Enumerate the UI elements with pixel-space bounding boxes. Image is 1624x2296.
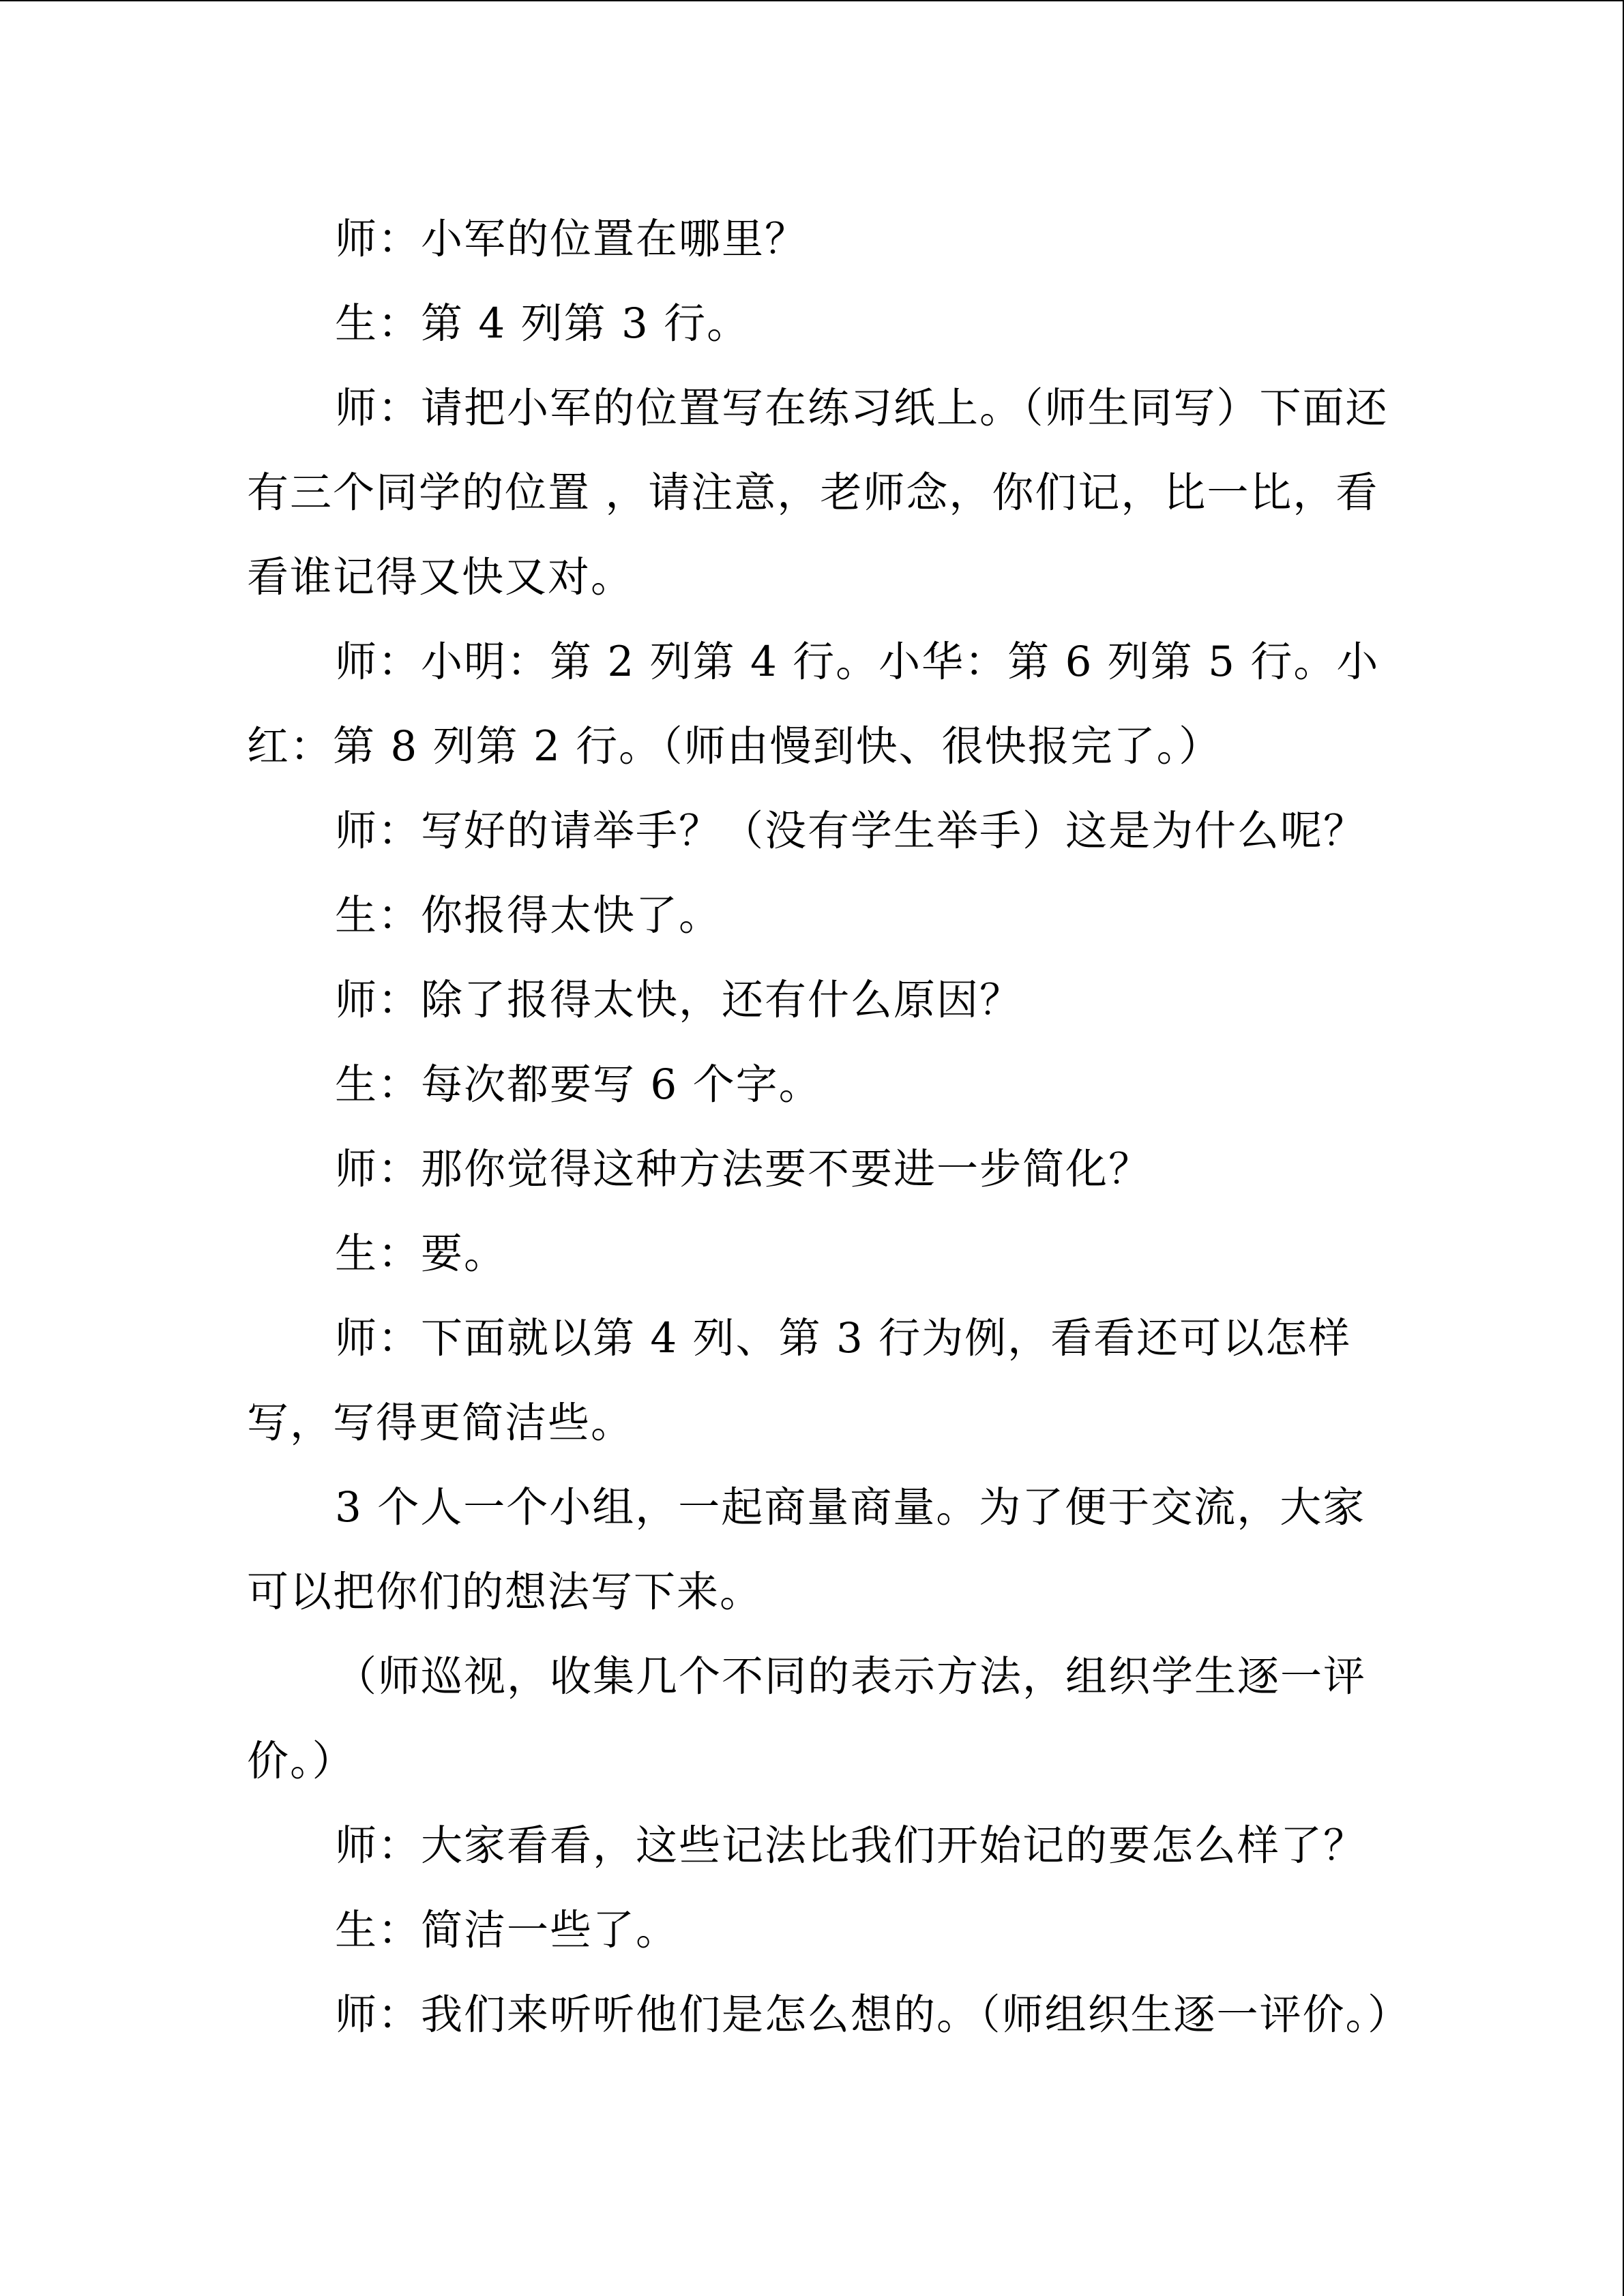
paragraph-7: 师：除了报得太快，还有什么原因？: [335, 976, 1023, 1024]
paragraph-9: 师：那你觉得这种方法要不要进一步简化？: [335, 1145, 1152, 1193]
paragraph-3: 师：请把小军的位置写在练习纸上。（师生同写）下面还有三个同学的位置 ，请注意，老师念，你们记，比一比，看看谁记得又快又对。: [247, 384, 1389, 601]
paragraph-13: （师巡视，收集几个不同的表示方法，组织学生逐一评价。）: [247, 1652, 1367, 1785]
paragraph-11: 师：下面就以第 4 列、第 3 行为例，看看还可以怎样写，写得更简洁些。: [247, 1314, 1352, 1447]
paragraph-4: 师：小明：第 2 列第 4 行。小华：第 6 列第 5 行。小红：第 8 列第 2 行。（师由慢到快、很快报完了。）: [247, 638, 1380, 771]
document-body: [247, 1, 1411, 2057]
paragraph-1: 师：小军的位置在哪里？: [335, 215, 808, 263]
paragraph-15: 生：简洁一些了。: [335, 1906, 679, 1954]
paragraph-12: 3 个人一个小组，一起商量商量。为了便于交流，大家可以把你们的想法写下来。: [247, 1483, 1366, 1616]
paragraph-14: 师：大家看看，这些记法比我们开始记的要怎么样了？: [335, 1821, 1367, 1870]
paragraph-8: 生：每次都要写 6 个字。: [335, 1060, 822, 1109]
paragraph-16: 师：我们来听听他们是怎么想的。（师组织生逐一评价。）: [335, 1991, 1411, 2039]
paragraph-6: 生：你报得太快了。: [335, 891, 722, 940]
paragraph-2: 生：第 4 列第 3 行。: [335, 299, 750, 348]
paragraph-5: 师：写好的请举手？（没有学生举手）这是为什么呢？: [335, 807, 1367, 855]
paragraph-10: 生：要。: [335, 1229, 507, 1278]
